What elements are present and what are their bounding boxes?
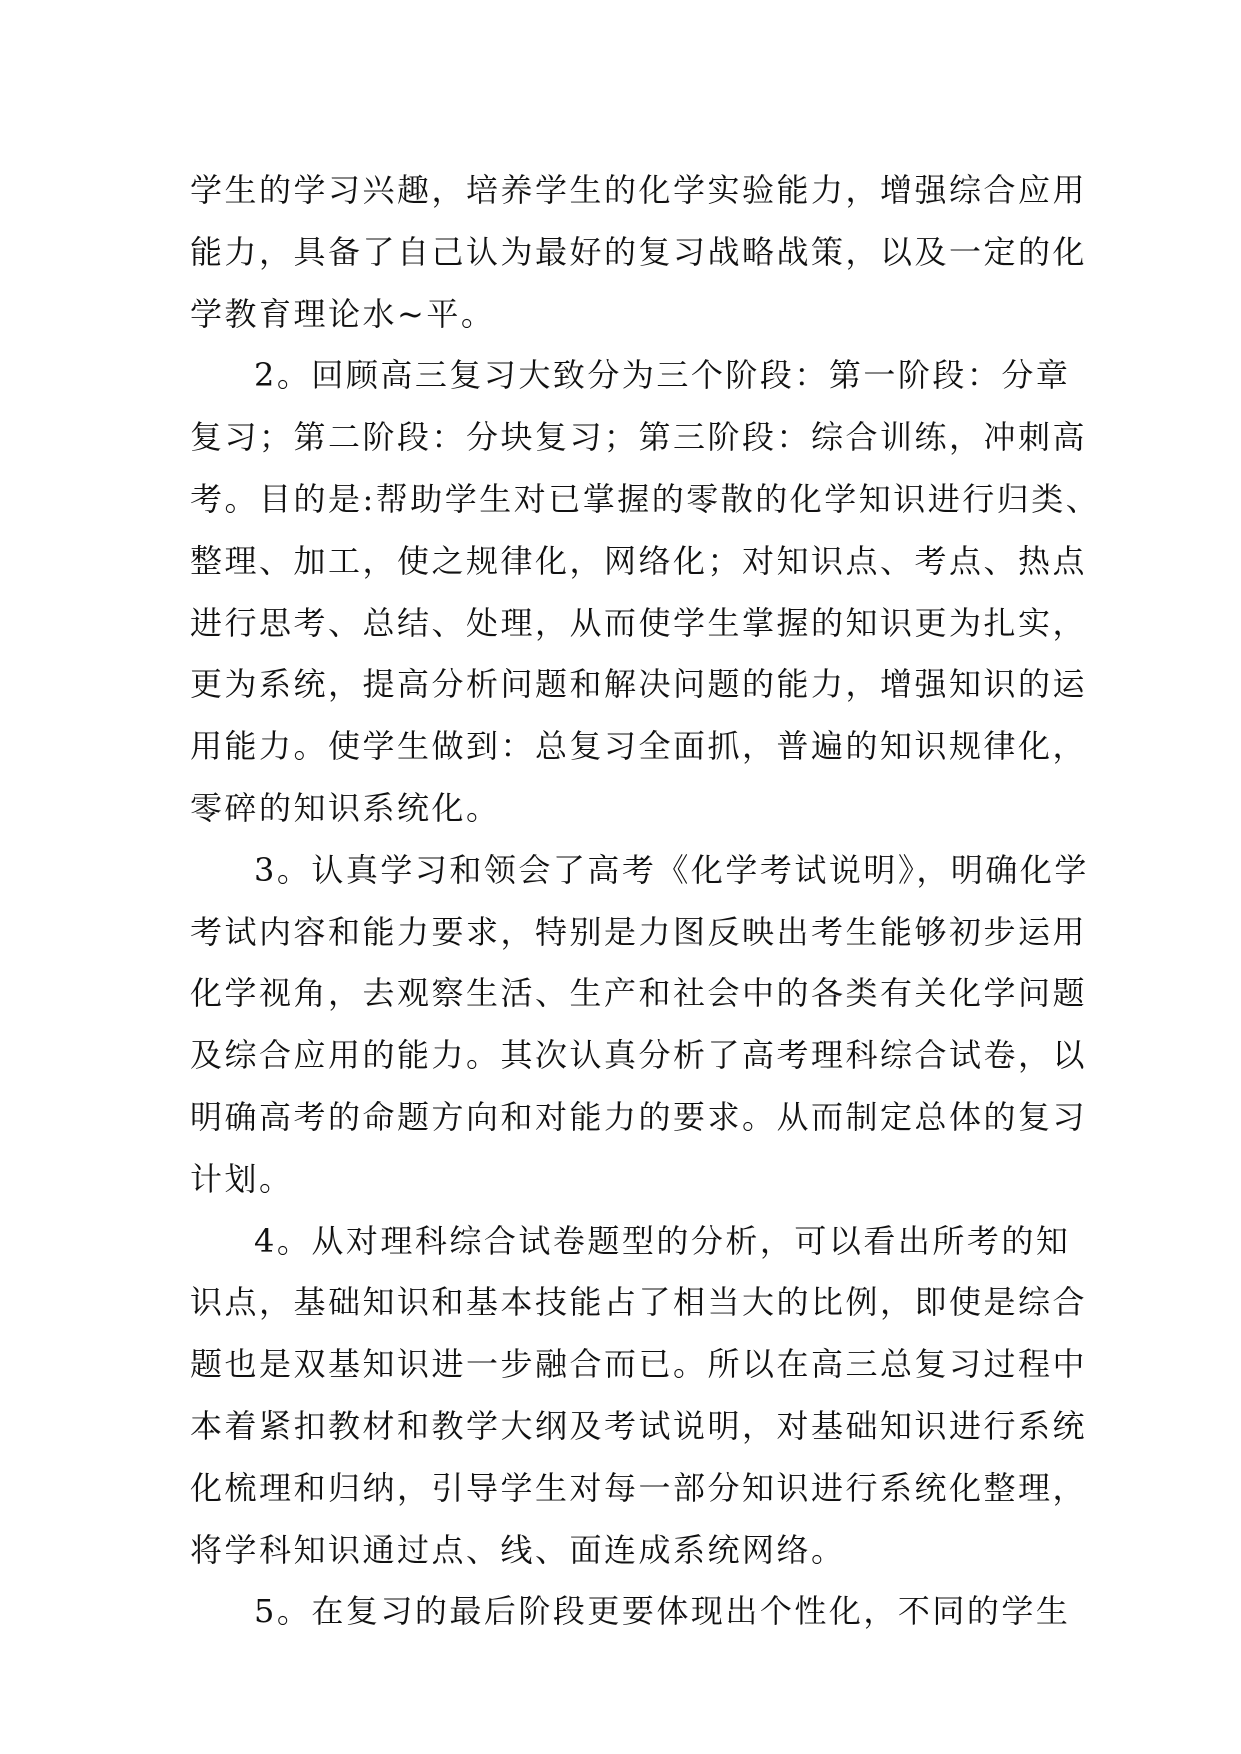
text-line: 考。目的是:帮助学生对已掌握的零散的化学知识进行归类、 bbox=[190, 479, 1101, 518]
text-line: 及综合应用的能力。其次认真分析了高考理科综合试卷，以 bbox=[190, 1036, 1088, 1075]
document-body bbox=[190, 160, 1101, 1643]
text-line: 2。回顾高三复习大致分为三个阶段：第一阶段：分章 bbox=[254, 356, 1071, 395]
text-line: 能力，具备了自己认为最好的复习战略战策，以及一定的化 bbox=[190, 232, 1088, 271]
text-line: 用能力。使学生做到：总复习全面抓，普遍的知识规律化， bbox=[190, 727, 1088, 766]
text-line: 化学视角，去观察生活、生产和社会中的各类有关化学问题 bbox=[190, 974, 1088, 1013]
paragraph-1-continued bbox=[190, 160, 1088, 345]
text-line: 学教育理论水~平。 bbox=[190, 294, 496, 333]
text-line: 进行思考、总结、处理，从而使学生掌握的知识更为扎实， bbox=[190, 603, 1088, 642]
text-line: 计划。 bbox=[190, 1159, 294, 1198]
text-line: 将学科知识通过点、线、面连成系统网络。 bbox=[190, 1530, 846, 1569]
text-line: 5。在复习的最后阶段更要体现出个性化，不同的学生 bbox=[254, 1592, 1071, 1631]
paragraph-4 bbox=[190, 1211, 1088, 1582]
text-line: 本着紧扣教材和教学大纲及考试说明，对基础知识进行系统 bbox=[190, 1406, 1088, 1445]
text-line: 化梳理和归纳，引导学生对每一部分知识进行系统化整理， bbox=[190, 1468, 1088, 1507]
text-line: 更为系统，提高分析问题和解决问题的能力，增强知识的运 bbox=[190, 665, 1088, 704]
text-line: 4。从对理科综合试卷题型的分析，可以看出所考的知 bbox=[254, 1221, 1071, 1260]
text-line: 识点，基础知识和基本技能占了相当大的比例，即使是综合 bbox=[190, 1283, 1088, 1322]
text-line: 复习；第二阶段：分块复习；第三阶段：综合训练，冲刺高 bbox=[190, 418, 1088, 457]
paragraph-5 bbox=[190, 1581, 1070, 1643]
text-line: 学生的学习兴趣，培养学生的化学实验能力，增强综合应用 bbox=[190, 171, 1088, 209]
text-line: 零碎的知识系统化。 bbox=[190, 788, 501, 827]
paragraph-2 bbox=[190, 345, 1101, 839]
paragraph-3 bbox=[190, 840, 1089, 1211]
text-line: 整理、加工，使之规律化，网络化；对知识点、考点、热点 bbox=[190, 541, 1088, 580]
text-line: 明确高考的命题方向和对能力的要求。从而制定总体的复习 bbox=[190, 1097, 1088, 1136]
text-line: 3。认真学习和领会了高考《化学考试说明》，明确化学 bbox=[254, 850, 1089, 889]
text-line: 题也是双基知识进一步融合而已。所以在高三总复习过程中 bbox=[190, 1345, 1088, 1384]
text-line: 考试内容和能力要求，特别是力图反映出考生能够初步运用 bbox=[190, 912, 1088, 951]
